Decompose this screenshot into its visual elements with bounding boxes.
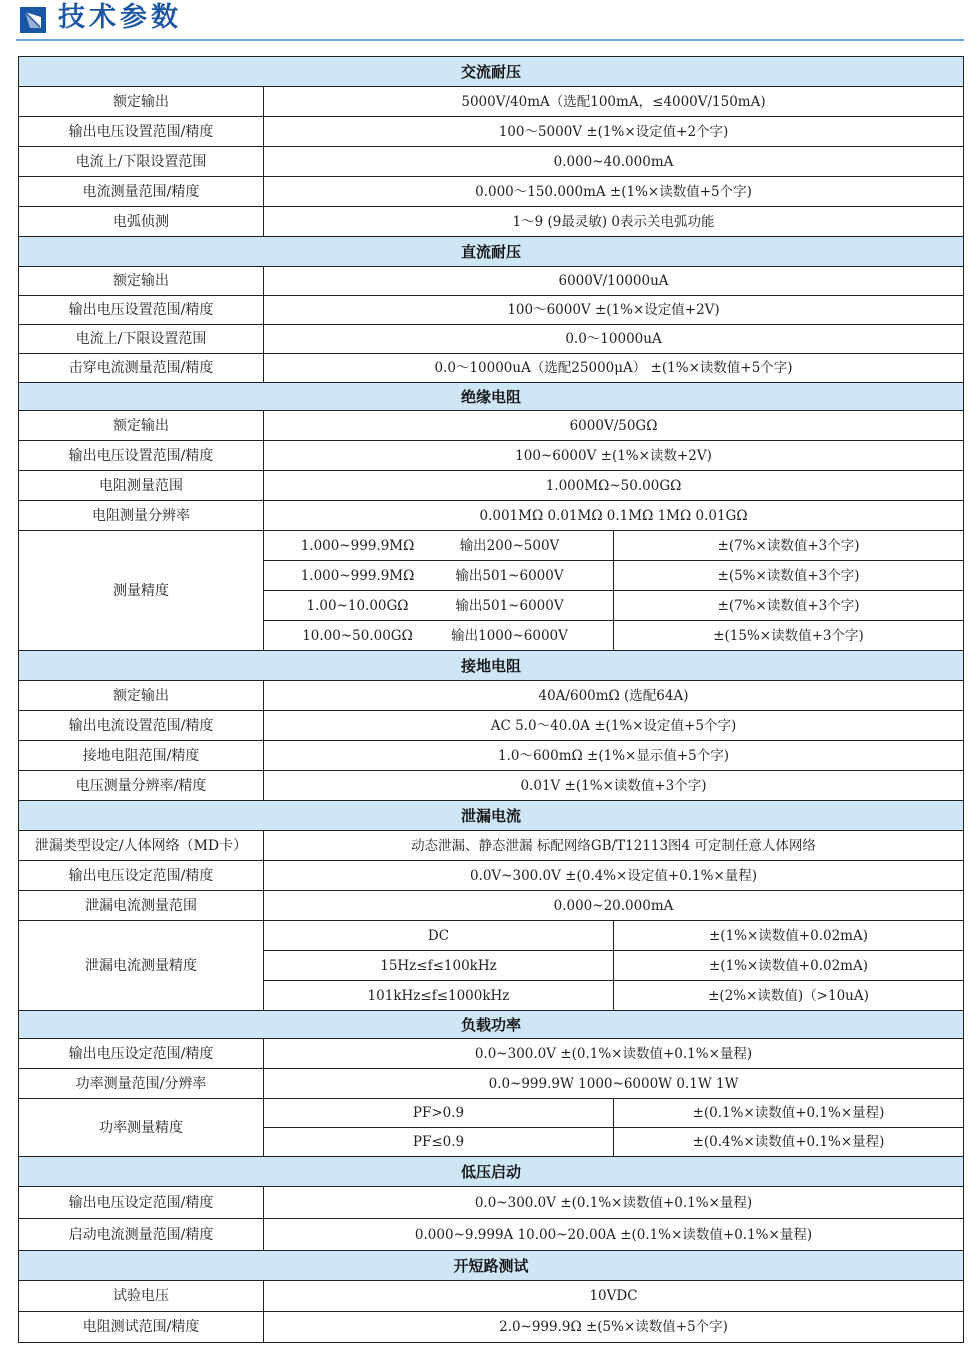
row-label: 测量精度 xyxy=(19,531,264,651)
row-value: 6000V/10000uA xyxy=(264,267,964,296)
table-row xyxy=(19,1039,964,1069)
section-header-row xyxy=(19,383,964,411)
row-value: 100～6000V ±(1%×设定值+2V) xyxy=(264,296,964,325)
table-row xyxy=(19,354,964,383)
row-label: 输出电压设定范围/精度 xyxy=(19,1187,264,1219)
section-title: 接地电阻 xyxy=(19,651,964,681)
table-row xyxy=(19,471,964,501)
row-value: 100~6000V ±(1%×读数+2V) xyxy=(264,441,964,471)
accuracy-value: ±(0.1%×读数值+0.1%×量程) xyxy=(614,1099,964,1128)
accuracy-value: ±(15%×读数值+3个字) xyxy=(614,621,964,651)
row-label: 输出电压设定范围/精度 xyxy=(19,861,264,891)
row-value: 0.0～10000uA xyxy=(264,325,964,354)
resistance-range: 1.00~10.00GΩ xyxy=(306,597,409,614)
accuracy-value: ±(2%×读数值)（>10uA) xyxy=(614,981,964,1011)
row-label: 功率测量精度 xyxy=(19,1099,264,1157)
row-value: 40A/600mΩ (选配64A) xyxy=(264,681,964,711)
row-label: 额定输出 xyxy=(19,681,264,711)
accuracy-condition-cell xyxy=(264,591,614,621)
row-value: 0.000~9.999A 10.00~20.00A ±(0.1%×读数值+0.1%×量程) xyxy=(264,1219,964,1251)
section-title: 开短路测试 xyxy=(19,1251,964,1281)
row-label: 输出电压设置范围/精度 xyxy=(19,296,264,325)
row-value: 动态泄漏、静态泄漏 标配网络GB/T12113图4 可定制任意人体网络 xyxy=(264,831,964,861)
accuracy-condition: PF≤0.9 xyxy=(264,1128,614,1157)
accuracy-value: ±(5%×读数值+3个字) xyxy=(614,561,964,591)
row-value: 0.01V ±(1%×读数值+3个字) xyxy=(264,771,964,801)
section-header-row xyxy=(19,57,964,87)
output-voltage: 输出501~6000V xyxy=(455,567,564,584)
table-row xyxy=(19,1187,964,1219)
row-value: 0.0~300.0V ±(0.1%×读数值+0.1%×量程) xyxy=(264,1039,964,1069)
diagonal-arrow-icon xyxy=(20,7,46,33)
table-row xyxy=(19,267,964,296)
row-value: AC 5.0～40.0A ±(1%×设定值+5个字) xyxy=(264,711,964,741)
row-label: 泄漏电流测量范围 xyxy=(19,891,264,921)
row-value: 0.0~300.0V ±(0.1%×读数值+0.1%×量程) xyxy=(264,1187,964,1219)
section-title: 直流耐压 xyxy=(19,237,964,267)
row-label: 输出电流设置范围/精度 xyxy=(19,711,264,741)
table-row xyxy=(19,681,964,711)
table-row xyxy=(19,861,964,891)
output-voltage: 输出1000~6000V xyxy=(451,627,568,644)
table-row xyxy=(19,147,964,177)
output-voltage: 输出200~500V xyxy=(459,537,560,554)
row-label: 电压测量分辨率/精度 xyxy=(19,771,264,801)
table-row xyxy=(19,87,964,117)
table-row xyxy=(19,325,964,354)
row-value: 0.000~20.000mA xyxy=(264,891,964,921)
row-value: 0.000~40.000mA xyxy=(264,147,964,177)
section-header-row xyxy=(19,651,964,681)
row-label: 电流上/下限设置范围 xyxy=(19,325,264,354)
accuracy-value: ±(1%×读数值+0.02mA) xyxy=(614,951,964,981)
accuracy-condition: DC xyxy=(264,921,614,951)
section-header-row xyxy=(19,801,964,831)
row-label: 试验电压 xyxy=(19,1281,264,1312)
table-row xyxy=(19,117,964,147)
row-value: 1.0～600mΩ ±(1%×显示值+5个字) xyxy=(264,741,964,771)
table-row xyxy=(19,1281,964,1312)
header-divider xyxy=(16,39,964,41)
row-label: 输出电压设置范围/精度 xyxy=(19,117,264,147)
section-title: 绝缘电阻 xyxy=(19,383,964,411)
table-row xyxy=(19,1099,964,1128)
row-label: 启动电流测量范围/精度 xyxy=(19,1219,264,1251)
row-label: 输出电压设定范围/精度 xyxy=(19,1039,264,1069)
section-title: 交流耐压 xyxy=(19,57,964,87)
row-label: 电阻测量分辨率 xyxy=(19,501,264,531)
resistance-range: 1.000~999.9MΩ xyxy=(300,567,415,584)
row-label: 电流上/下限设置范围 xyxy=(19,147,264,177)
table-row xyxy=(19,177,964,207)
table-row xyxy=(19,411,964,441)
section-header-row xyxy=(19,1157,964,1187)
table-row xyxy=(19,296,964,325)
row-label: 输出电压设置范围/精度 xyxy=(19,441,264,471)
row-label: 电弧侦测 xyxy=(19,207,264,237)
section-header-row xyxy=(19,237,964,267)
accuracy-condition-cell xyxy=(264,531,614,561)
row-value: 6000V/50GΩ xyxy=(264,411,964,441)
table-row xyxy=(19,831,964,861)
row-value: 0.0~999.9W 1000~6000W 0.1W 1W xyxy=(264,1069,964,1099)
row-value: 10VDC xyxy=(264,1281,964,1312)
table-row xyxy=(19,771,964,801)
table-row xyxy=(19,531,964,561)
row-value: 0.001MΩ 0.01MΩ 0.1MΩ 1MΩ 0.01GΩ xyxy=(264,501,964,531)
section-header-row xyxy=(19,1251,964,1281)
accuracy-value: ±(7%×读数值+3个字) xyxy=(614,531,964,561)
table-row xyxy=(19,441,964,471)
table-row xyxy=(19,1069,964,1099)
output-voltage: 输出501~6000V xyxy=(455,597,564,614)
section-header-row xyxy=(19,1011,964,1039)
section-title: 泄漏电流 xyxy=(19,801,964,831)
accuracy-condition-cell xyxy=(264,621,614,651)
row-label: 接地电阻范围/精度 xyxy=(19,741,264,771)
row-label: 额定输出 xyxy=(19,267,264,296)
row-value: 2.0~999.9Ω ±(5%×读数值+5个字) xyxy=(264,1312,964,1343)
section-title: 负载功率 xyxy=(19,1011,964,1039)
row-value: 0.0～10000uA（选配25000μA） ±(1%×读数值+5个字) xyxy=(264,354,964,383)
accuracy-condition: 101kHz≤f≤1000kHz xyxy=(264,981,614,1011)
page-header xyxy=(16,0,964,42)
row-value: 0.0V~300.0V ±(0.4%×设定值+0.1%×量程) xyxy=(264,861,964,891)
row-value: 0.000～150.000mA ±(1%×读数值+5个字) xyxy=(264,177,964,207)
table-row xyxy=(19,921,964,951)
row-label: 额定输出 xyxy=(19,87,264,117)
table-row xyxy=(19,1312,964,1343)
resistance-range: 1.000~999.9MΩ xyxy=(300,537,415,554)
resistance-range: 10.00~50.00GΩ xyxy=(302,627,413,644)
table-row xyxy=(19,207,964,237)
row-value: 1～9 (9最灵敏) 0表示关电弧功能 xyxy=(264,207,964,237)
row-label: 功率测量范围/分辨率 xyxy=(19,1069,264,1099)
row-value: 1.000MΩ~50.00GΩ xyxy=(264,471,964,501)
table-row xyxy=(19,1219,964,1251)
page-title: 技术参数 xyxy=(58,2,182,33)
accuracy-condition-cell xyxy=(264,561,614,591)
accuracy-condition: PF>0.9 xyxy=(264,1099,614,1128)
accuracy-value: ±(1%×读数值+0.02mA) xyxy=(614,921,964,951)
row-value: 100～5000V ±(1%×设定值+2个字) xyxy=(264,117,964,147)
row-value: 5000V/40mA（选配100mA，≤4000V/150mA) xyxy=(264,87,964,117)
accuracy-value: ±(7%×读数值+3个字) xyxy=(614,591,964,621)
table-row xyxy=(19,741,964,771)
table-row xyxy=(19,501,964,531)
section-title: 低压启动 xyxy=(19,1157,964,1187)
row-label: 电流测量范围/精度 xyxy=(19,177,264,207)
row-label: 电阻测量范围 xyxy=(19,471,264,501)
row-label: 击穿电流测量范围/精度 xyxy=(19,354,264,383)
table-row xyxy=(19,711,964,741)
accuracy-condition: 15Hz≤f≤100kHz xyxy=(264,951,614,981)
table-row xyxy=(19,891,964,921)
row-label: 泄漏电流测量精度 xyxy=(19,921,264,1011)
row-label: 泄漏类型设定/人体网络（MD卡） xyxy=(19,831,264,861)
row-label: 电阻测试范围/精度 xyxy=(19,1312,264,1343)
accuracy-value: ±(0.4%×读数值+0.1%×量程) xyxy=(614,1128,964,1157)
spec-table xyxy=(18,56,964,1343)
row-label: 额定输出 xyxy=(19,411,264,441)
